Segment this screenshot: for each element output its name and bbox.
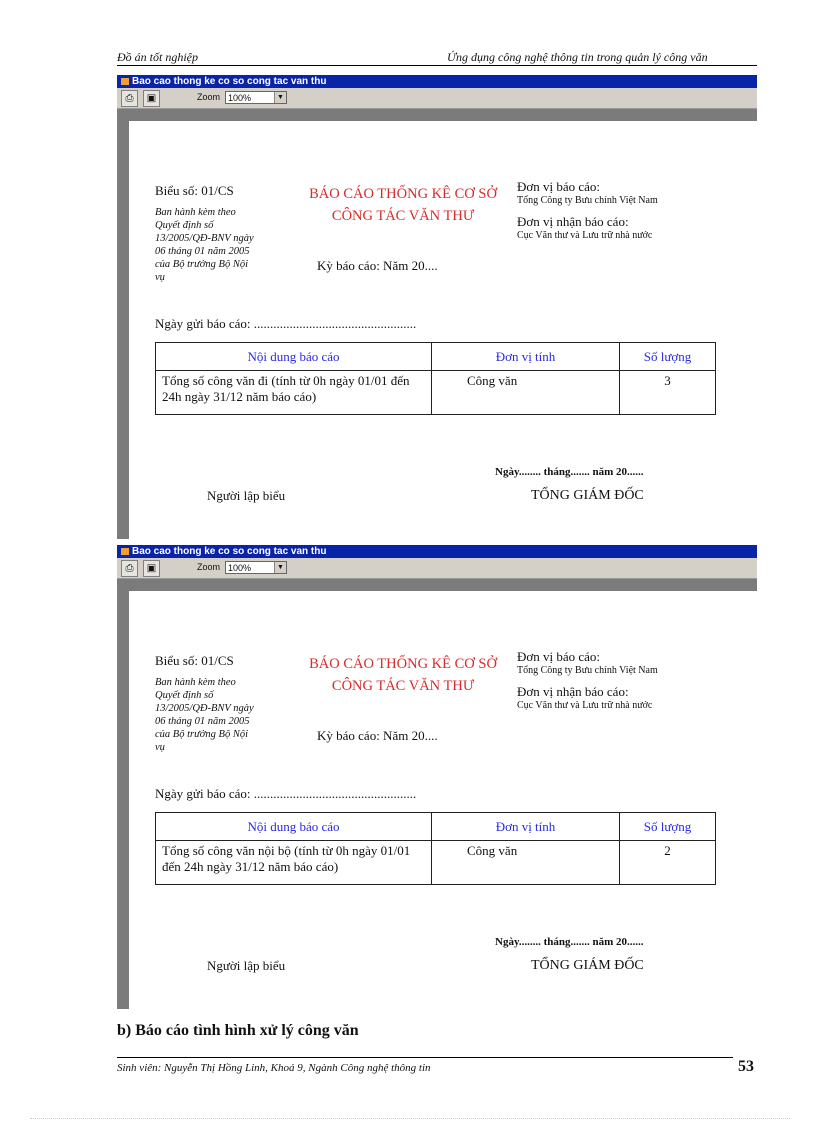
reporting-unit-label: Đơn vị báo cáo: [517,649,601,664]
cell-content: Tổng số công văn nội bộ (tính từ 0h ngày 01/01 đến 24h ngày 31/12 năm báo cáo) [156,841,432,885]
reporting-unit-label: Đơn vị báo cáo: [517,179,601,194]
zoom-select[interactable] [225,91,287,104]
receiving-unit-value: Cục Văn thư và Lưu trữ nhà nước [517,700,653,711]
header-content: Nội dung báo cáo [156,343,432,371]
report-title-line2: CÔNG TÁC VĂN THƯ [331,678,475,694]
receiving-unit-label: Đơn vị nhận báo cáo: [517,684,629,699]
table-row [156,371,716,415]
report-window-1 [117,75,757,539]
canvas-gray-top [117,109,757,121]
window-title: Bao cao thong ke co so cong tac van thu [132,546,327,557]
header-quantity: Số lượng [620,813,716,841]
chevron-down-icon[interactable]: ▼ [274,562,286,573]
report-title [303,653,503,697]
preparer-label: Người lập biểu [207,958,286,973]
export-icon[interactable]: ▣ [143,90,160,107]
report-toolbar [117,88,757,109]
page-header-left: Đồ án tốt nghiệp [117,50,198,64]
cell-content: Tổng số công văn đi (tính từ 0h ngày 01/01 đến 24h ngày 31/12 năm báo cáo) [156,371,432,415]
table-header-row [156,343,716,371]
window-titlebar [117,75,757,88]
zoom-label: Zoom [197,92,221,102]
date-line: Ngày........ tháng....... năm 20...... [495,466,644,478]
issued-by: Ban hành kèm theo Quyết định số 13/2005/QĐ-BNV ngày 06 tháng 01 năm 2005 của Bộ trưởng Bộ Nội vụ [155,207,254,283]
header-rule [117,65,757,66]
canvas-gray-left [117,579,129,1009]
report-title-line1: BÁO CÁO THỐNG KÊ CƠ SỞ [309,656,497,672]
report-canvas [117,109,757,539]
reporting-unit-value: Tổng Công ty Bưu chính Việt Nam [517,665,658,676]
form-code: Biểu số: 01/CS [155,183,234,198]
page-header-right: Ứng dụng công nghệ thông tin trong quản lý công văn [447,50,708,64]
issued-by: Ban hành kèm theo Quyết định số 13/2005/QĐ-BNV ngày 06 tháng 01 năm 2005 của Bộ trưởng Bộ Nội vụ [155,677,254,753]
report-title [303,183,503,227]
director-label: TỔNG GIÁM ĐỐC [531,958,644,973]
report-title-line1: BÁO CÁO THỐNG KÊ CƠ SỞ [309,186,497,202]
canvas-gray-left [117,109,129,539]
cell-quantity: 2 [620,841,716,885]
report-period: Kỳ báo cáo: Năm 20.... [317,258,438,273]
send-date: Ngày gửi báo cáo: .................................................. [155,786,417,801]
app-icon [121,78,129,85]
zoom-select[interactable] [225,561,287,574]
cell-quantity: 3 [620,371,716,415]
bottom-dotted-line [30,1118,790,1119]
reporting-unit-value: Tổng Công ty Bưu chính Việt Nam [517,195,658,206]
report-table [155,342,716,415]
form-code: Biểu số: 01/CS [155,653,234,668]
report-period: Kỳ báo cáo: Năm 20.... [317,728,438,743]
report-table [155,812,716,885]
app-icon [121,548,129,555]
report-toolbar [117,558,757,579]
section-heading: b) Báo cáo tình hình xử lý công văn [117,1022,359,1039]
window-titlebar [117,545,757,558]
report-canvas [117,579,757,1009]
table-row [156,841,716,885]
zoom-value: 100% [228,563,252,573]
header-unit: Đơn vị tính [432,343,620,371]
receiving-unit-value: Cục Văn thư và Lưu trữ nhà nước [517,230,653,241]
date-line: Ngày........ tháng....... năm 20...... [495,936,644,948]
header-content: Nội dung báo cáo [156,813,432,841]
print-icon[interactable]: ⎙ [121,90,138,107]
footer-student: Sinh viên: Nguyễn Thị Hồng Linh, Khoá 9, Ngành Công nghệ thông tin [117,1062,431,1074]
export-icon[interactable]: ▣ [143,560,160,577]
footer-rule [117,1057,733,1058]
table-header-row [156,813,716,841]
window-title: Bao cao thong ke co so cong tac van thu [132,76,327,87]
receiving-unit-label: Đơn vị nhận báo cáo: [517,214,629,229]
send-date: Ngày gửi báo cáo: .................................................. [155,316,417,331]
director-label: TỔNG GIÁM ĐỐC [531,488,644,503]
report-title-line2: CÔNG TÁC VĂN THƯ [331,208,475,224]
zoom-value: 100% [228,93,252,103]
print-icon[interactable]: ⎙ [121,560,138,577]
header-unit: Đơn vị tính [432,813,620,841]
chevron-down-icon[interactable]: ▼ [274,92,286,103]
report-window-2 [117,545,757,1009]
cell-unit: Công văn [432,841,620,885]
page-number: 53 [738,1058,754,1075]
zoom-label: Zoom [197,562,221,572]
header-quantity: Số lượng [620,343,716,371]
preparer-label: Người lập biểu [207,488,286,503]
cell-unit: Công văn [432,371,620,415]
canvas-gray-top [117,579,757,591]
